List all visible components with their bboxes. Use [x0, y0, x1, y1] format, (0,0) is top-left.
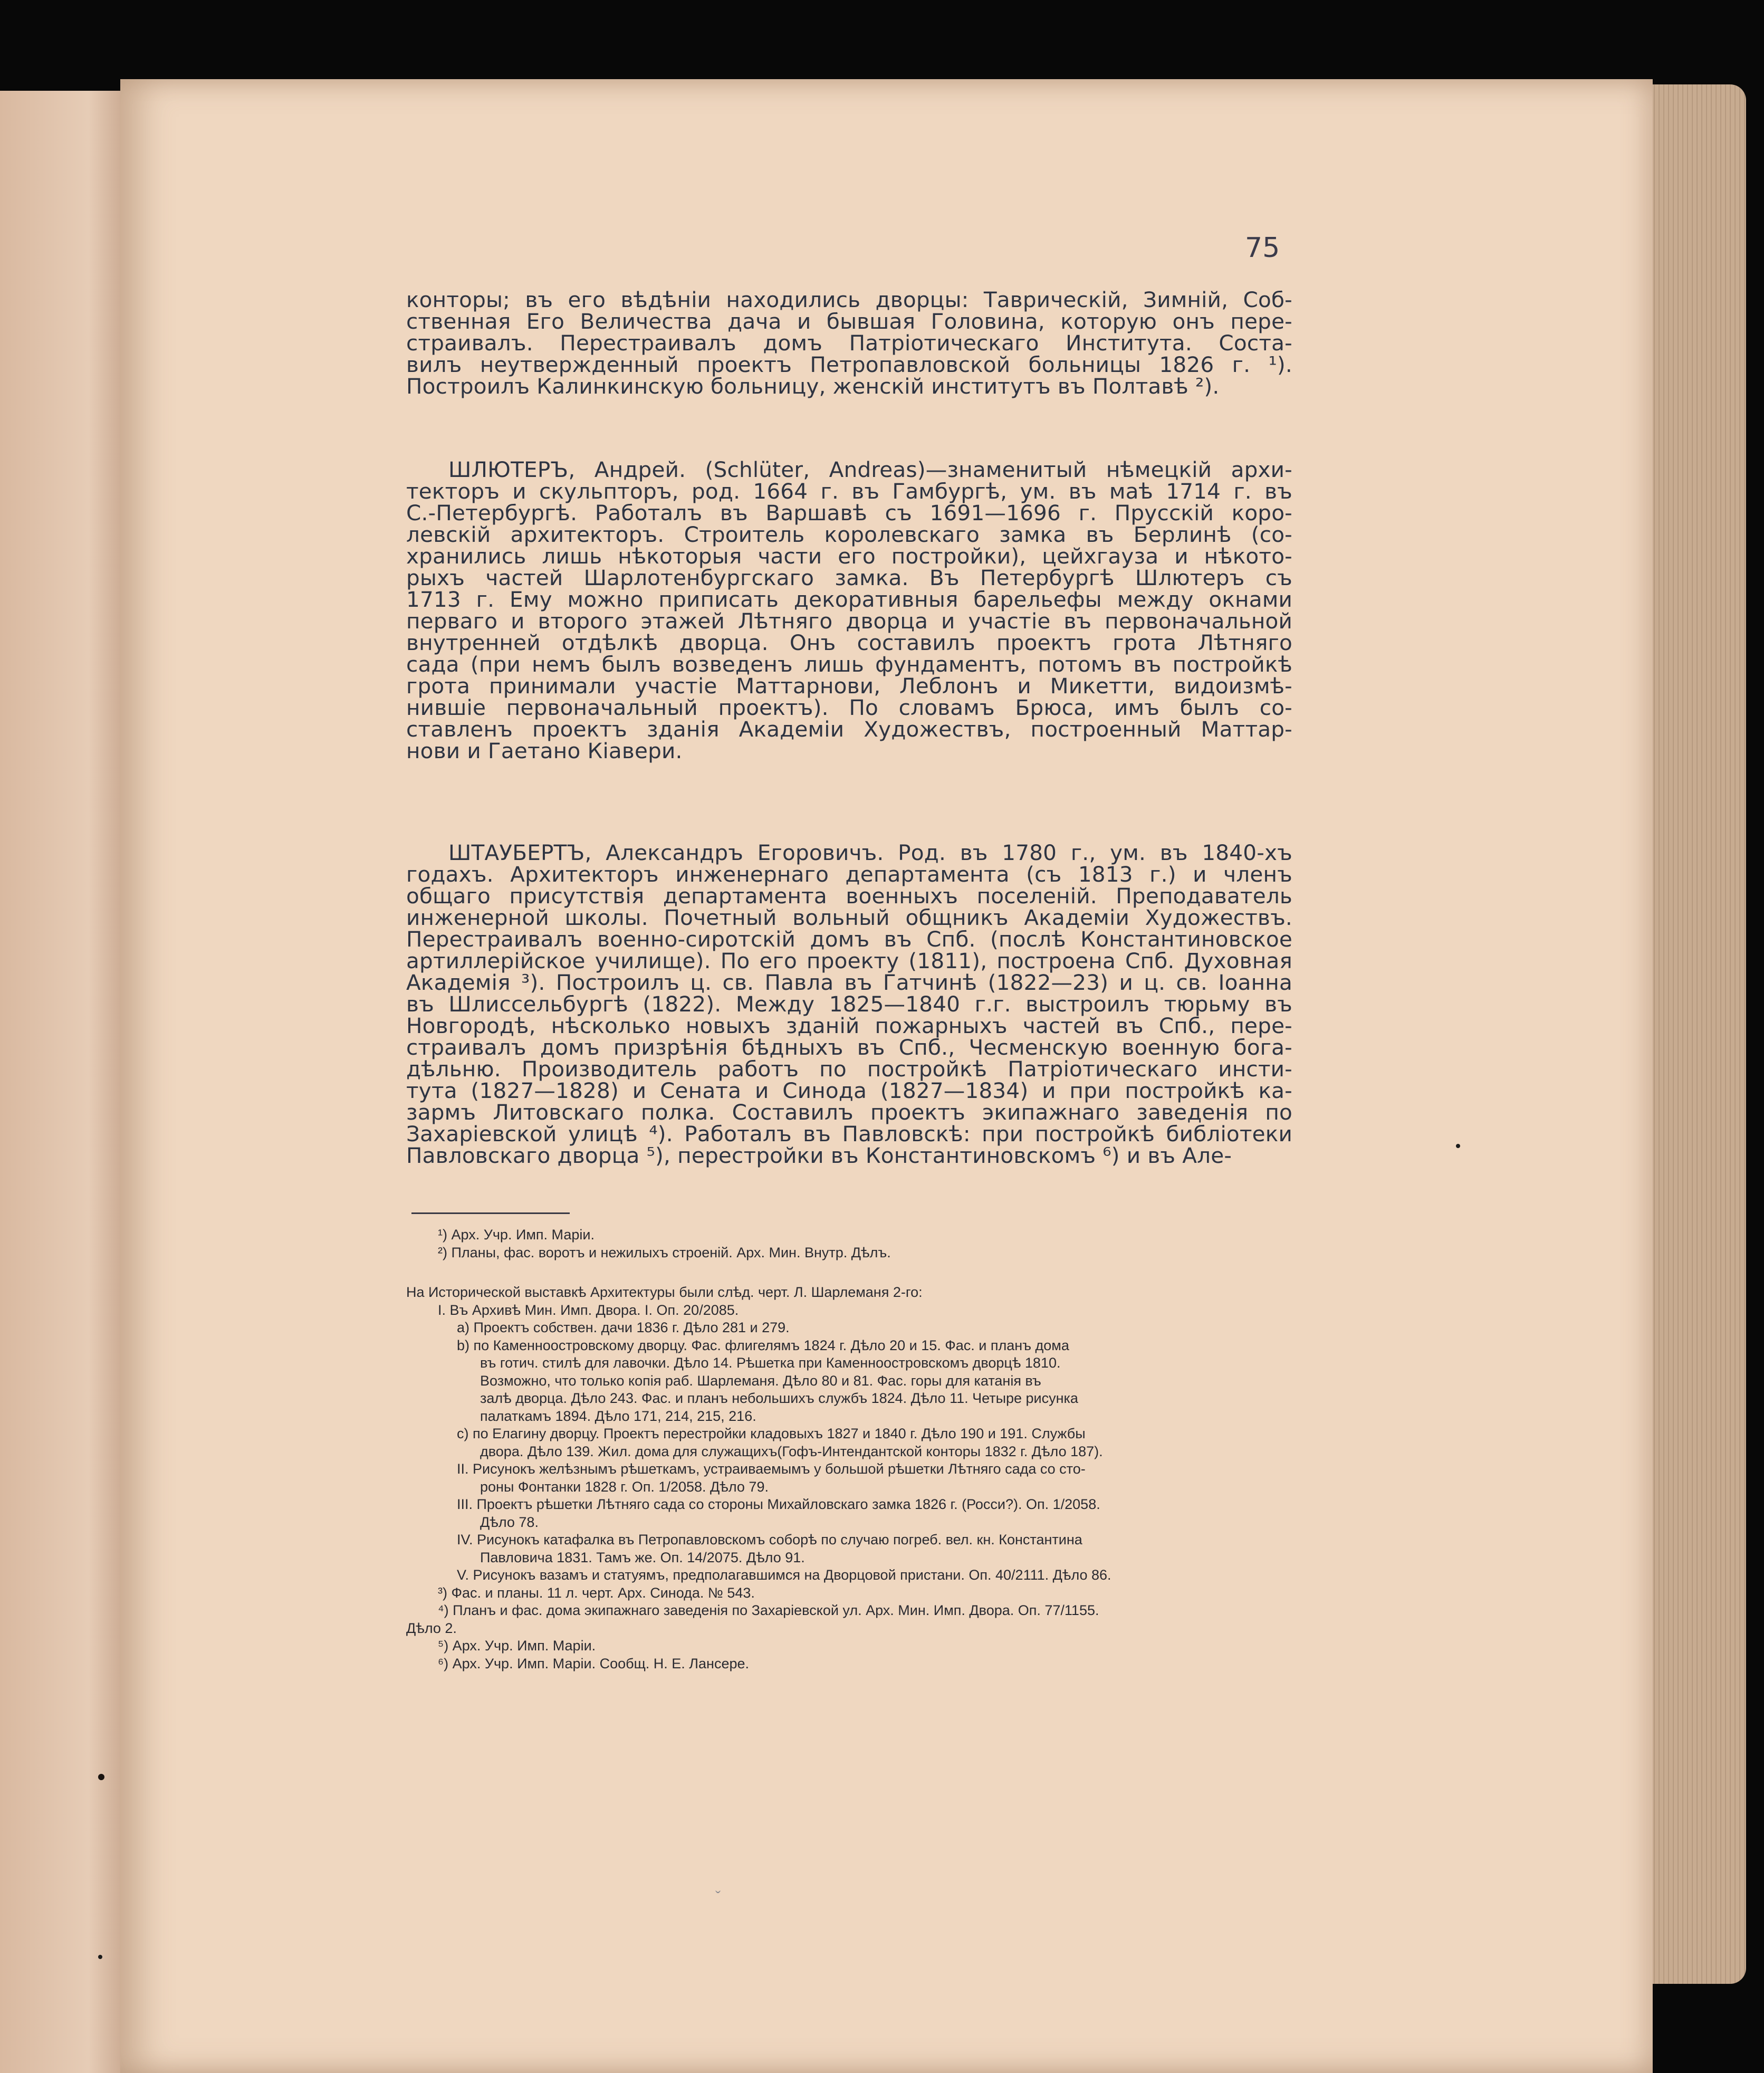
text-line: Новгородѣ, нѣсколько новыхъ зданій пожарныхъ частей въ Спб., пере- [406, 1013, 1292, 1038]
text-line: текторъ и скульпторъ, род. 1664 г. въ Гамбургѣ, ум. въ маѣ 1714 г. въ [406, 479, 1292, 504]
ink-spot [98, 1774, 104, 1780]
text-line: внутренней отдѣлкѣ дворца. Онъ составилъ проектъ грота Лѣтняго [406, 630, 1292, 655]
page-block-edges [1646, 84, 1746, 1984]
entry-staubert [406, 842, 1292, 1167]
footnote-line: I. Въ Архивѣ Мин. Имп. Двора. I. Оп. 20/2085. [438, 1302, 739, 1318]
text-line: левскій архитекторъ. Строитель королевскаго замка въ Берлинѣ (со- [406, 522, 1292, 547]
footnote-line: Дѣло 78. [480, 1514, 539, 1530]
text-line: страивалъ. Перестраивалъ домъ Патріотическаго Института. Соста- [406, 330, 1292, 356]
footnote-line: a) Проектъ собствен. дачи 1836 г. Дѣло 281 и 279. [457, 1320, 790, 1335]
entry-schluter [406, 459, 1292, 762]
footnote: ²) Планы, фас. воротъ и нежилыхъ строеній. Арх. Мин. Внутр. Дѣлъ. [438, 1244, 891, 1260]
text-line: нови и Гаетано Кіавери. [406, 738, 683, 763]
text-line: общаго присутствія департамента военныхъ поселеній. Преподаватель [406, 883, 1292, 909]
footnote-line: ³) Фас. и планы. 11 л. черт. Арх. Синода. № 543. [438, 1584, 755, 1601]
text-line: хранились лишь нѣкоторыя части его постройки), цейхгауза и нѣкото- [406, 543, 1292, 569]
text-line: перваго и второго этажей Лѣтняго дворца и участіе въ первоначальной [406, 608, 1292, 634]
footnote-line: На Исторической выставкѣ Архитектуры были слѣд. черт. Л. Шарлеманя 2-го: [406, 1284, 923, 1300]
text-line: инженерной школы. Почетный вольный общникъ Академіи Художествъ. [406, 905, 1292, 930]
footnote-line: залѣ дворца. Дѣло 243. Фас. и планъ небольшихъ службъ 1824. Дѣло 11. Четыре рисунка [480, 1390, 1078, 1406]
footnote-line: Возможно, что только копія раб. Шарлеманя. Дѣло 80 и 81. Фас. горы для катанія въ [480, 1372, 1041, 1389]
text-line: Построилъ Калинкинскую больницу, женскій институтъ въ Полтавѣ ²). [406, 374, 1220, 399]
footnote-line: Дѣло 2. [406, 1620, 457, 1636]
text-line: 1713 г. Ему можно приписать декоративныя барельефы между окнами [406, 587, 1292, 612]
footnote-line: b) по Каменноостровскому дворцу. Фас. флигелямъ 1824 г. Дѣло 20 и 15. Фас. и планъ дома [457, 1337, 1069, 1353]
footnote-line: ⁶) Арх. Учр. Имп. Маріи. Сообщ. Н. Е. Лансере. [438, 1655, 749, 1671]
text-line: дѣльню. Производитель работъ по постройкѣ Патріотическаго инсти- [406, 1056, 1292, 1082]
text-line: ШТАУБЕРТЪ, Александръ Егоровичъ. Род. въ 1780 г., ум. въ 1840-хъ [448, 840, 1292, 865]
footnote-line: c) по Елагину дворцу. Проектъ перестройки кладовыхъ 1827 и 1840 г. Дѣло 190 и 191. Службы [457, 1426, 1086, 1441]
footnote-line: въ готич. стилѣ для лавочки. Дѣло 14. Рѣшетка при Каменноостровскомъ дворцѣ 1810. [480, 1355, 1061, 1371]
footnote-line: ⁴) Планъ и фас. дома экипажнаго заведенія по Захаріевской ул. Арх. Мин. Имп. Двора. Оп. 77/1155. [438, 1602, 1099, 1618]
footnotes-top [406, 1226, 1298, 1262]
footnote-line: V. Рисунокъ вазамъ и статуямъ, предполагавшимся на Дворцовой пристани. Оп. 40/2111. Дѣло 86. [457, 1567, 1111, 1583]
footnote-line: II. Рисунокъ желѣзнымъ рѣшеткамъ, устраиваемымъ у большой рѣшетки Лѣтняго сада со сто- [457, 1461, 1086, 1477]
footnote-line: ⁵) Арх. Учр. Имп. Маріи. [438, 1638, 596, 1654]
paragraph-continuation [406, 289, 1292, 397]
dust-dot [1456, 1144, 1460, 1148]
text-line: С.-Петербургѣ. Работалъ въ Варшавѣ съ 1691—1696 г. Прусскій коро- [406, 500, 1292, 526]
text-line: артиллерійское училище). По его проекту (1811), построена Спб. Духовная [406, 948, 1292, 973]
footnote-line: Павловича 1831. Тамъ же. Оп. 14/2075. Дѣло 91. [480, 1549, 805, 1565]
dust-dot [98, 1955, 102, 1959]
paper-speck: ˇ [715, 1888, 721, 1905]
text-line: грота принимали участіе Маттарнови, Леблонъ и Микетти, видоизмѣ- [406, 673, 1292, 699]
text-line: ставленъ проектъ зданія Академіи Художествъ, построенный Маттар- [406, 717, 1292, 742]
footnote-line: роны Фонтанки 1828 г. Оп. 1/2058. Дѣло 79. [480, 1478, 769, 1495]
footnotes-main [406, 1284, 1298, 1673]
text-line: Перестраивалъ военно-сиротскій домъ въ Спб. (послѣ Константиновское [406, 926, 1292, 952]
text-line: ственная Его Величества дача и бывшая Головина, которую онъ пере- [406, 309, 1292, 334]
text-line: сада (при немъ былъ возведенъ лишь фундаментъ, потомъ въ постройкѣ [406, 652, 1292, 677]
footnote-line: III. Проектъ рѣшетки Лѣтняго сада со стороны Михайловскаго замка 1826 г. (Росси?). Оп. 1/2058. [457, 1496, 1100, 1512]
text-line: страивалъ домъ призрѣнія бѣдныхъ въ Спб., Чесменскую военную бога- [406, 1035, 1292, 1060]
page-number: 75 [1245, 232, 1280, 264]
text-line: вилъ неутвержденный проектъ Петропавловской больницы 1826 г. ¹). [406, 352, 1292, 377]
text-line: Академія ³). Построилъ ц. св. Павла въ Гатчинѣ (1822—23) и ц. св. Іоанна [406, 970, 1292, 995]
text-line: нившіе первоначальный проектъ). По словамъ Брюса, имъ былъ со- [406, 695, 1292, 720]
text-line: тута (1827—1828) и Сената и Синода (1827—1834) и при постройкѣ ка- [406, 1078, 1292, 1103]
text-line: годахъ. Архитекторъ инженернаго департамента (съ 1813 г.) и членъ [406, 862, 1292, 887]
footnote-rule [411, 1212, 570, 1214]
left-page-edge [0, 91, 127, 2073]
text-line: въ Шлиссельбургѣ (1822). Между 1825—1840 г.г. выстроилъ тюрьму въ [406, 991, 1292, 1017]
text-line: зармъ Литовскаго полка. Составилъ проектъ экипажнаго заведенія по [406, 1100, 1292, 1125]
footnote-line: палаткамъ 1894. Дѣло 171, 214, 215, 216. [480, 1408, 756, 1424]
text-line: Павловскаго дворца ⁵), перестройки въ Константиновскомъ ⁶) и въ Але- [406, 1143, 1232, 1168]
text-line: конторы; въ его вѣдѣніи находились дворцы: Таврическій, Зимній, Соб- [406, 287, 1292, 312]
text-line: рыхъ частей Шарлотенбургскаго замка. Въ Петербургѣ Шлютеръ съ [406, 565, 1292, 590]
text-line: Захаріевской улицѣ ⁴). Работалъ въ Павловскѣ: при постройкѣ библіотеки [406, 1121, 1292, 1147]
footnote: ¹) Арх. Учр. Имп. Маріи. [438, 1227, 595, 1243]
text-line: ШЛЮТЕРЪ, Андрей. (Schlüter, Andreas)—знаменитый нѣмецкій архи- [448, 457, 1292, 482]
footnote-line: IV. Рисунокъ катафалка въ Петропавловскомъ соборѣ по случаю погреб. вел. кн. Константина [457, 1532, 1082, 1547]
footnote-line: двора. Дѣло 139. Жил. дома для служащихъ(Гофъ-Интендантской конторы 1832 г. Дѣло 187). [480, 1443, 1103, 1459]
